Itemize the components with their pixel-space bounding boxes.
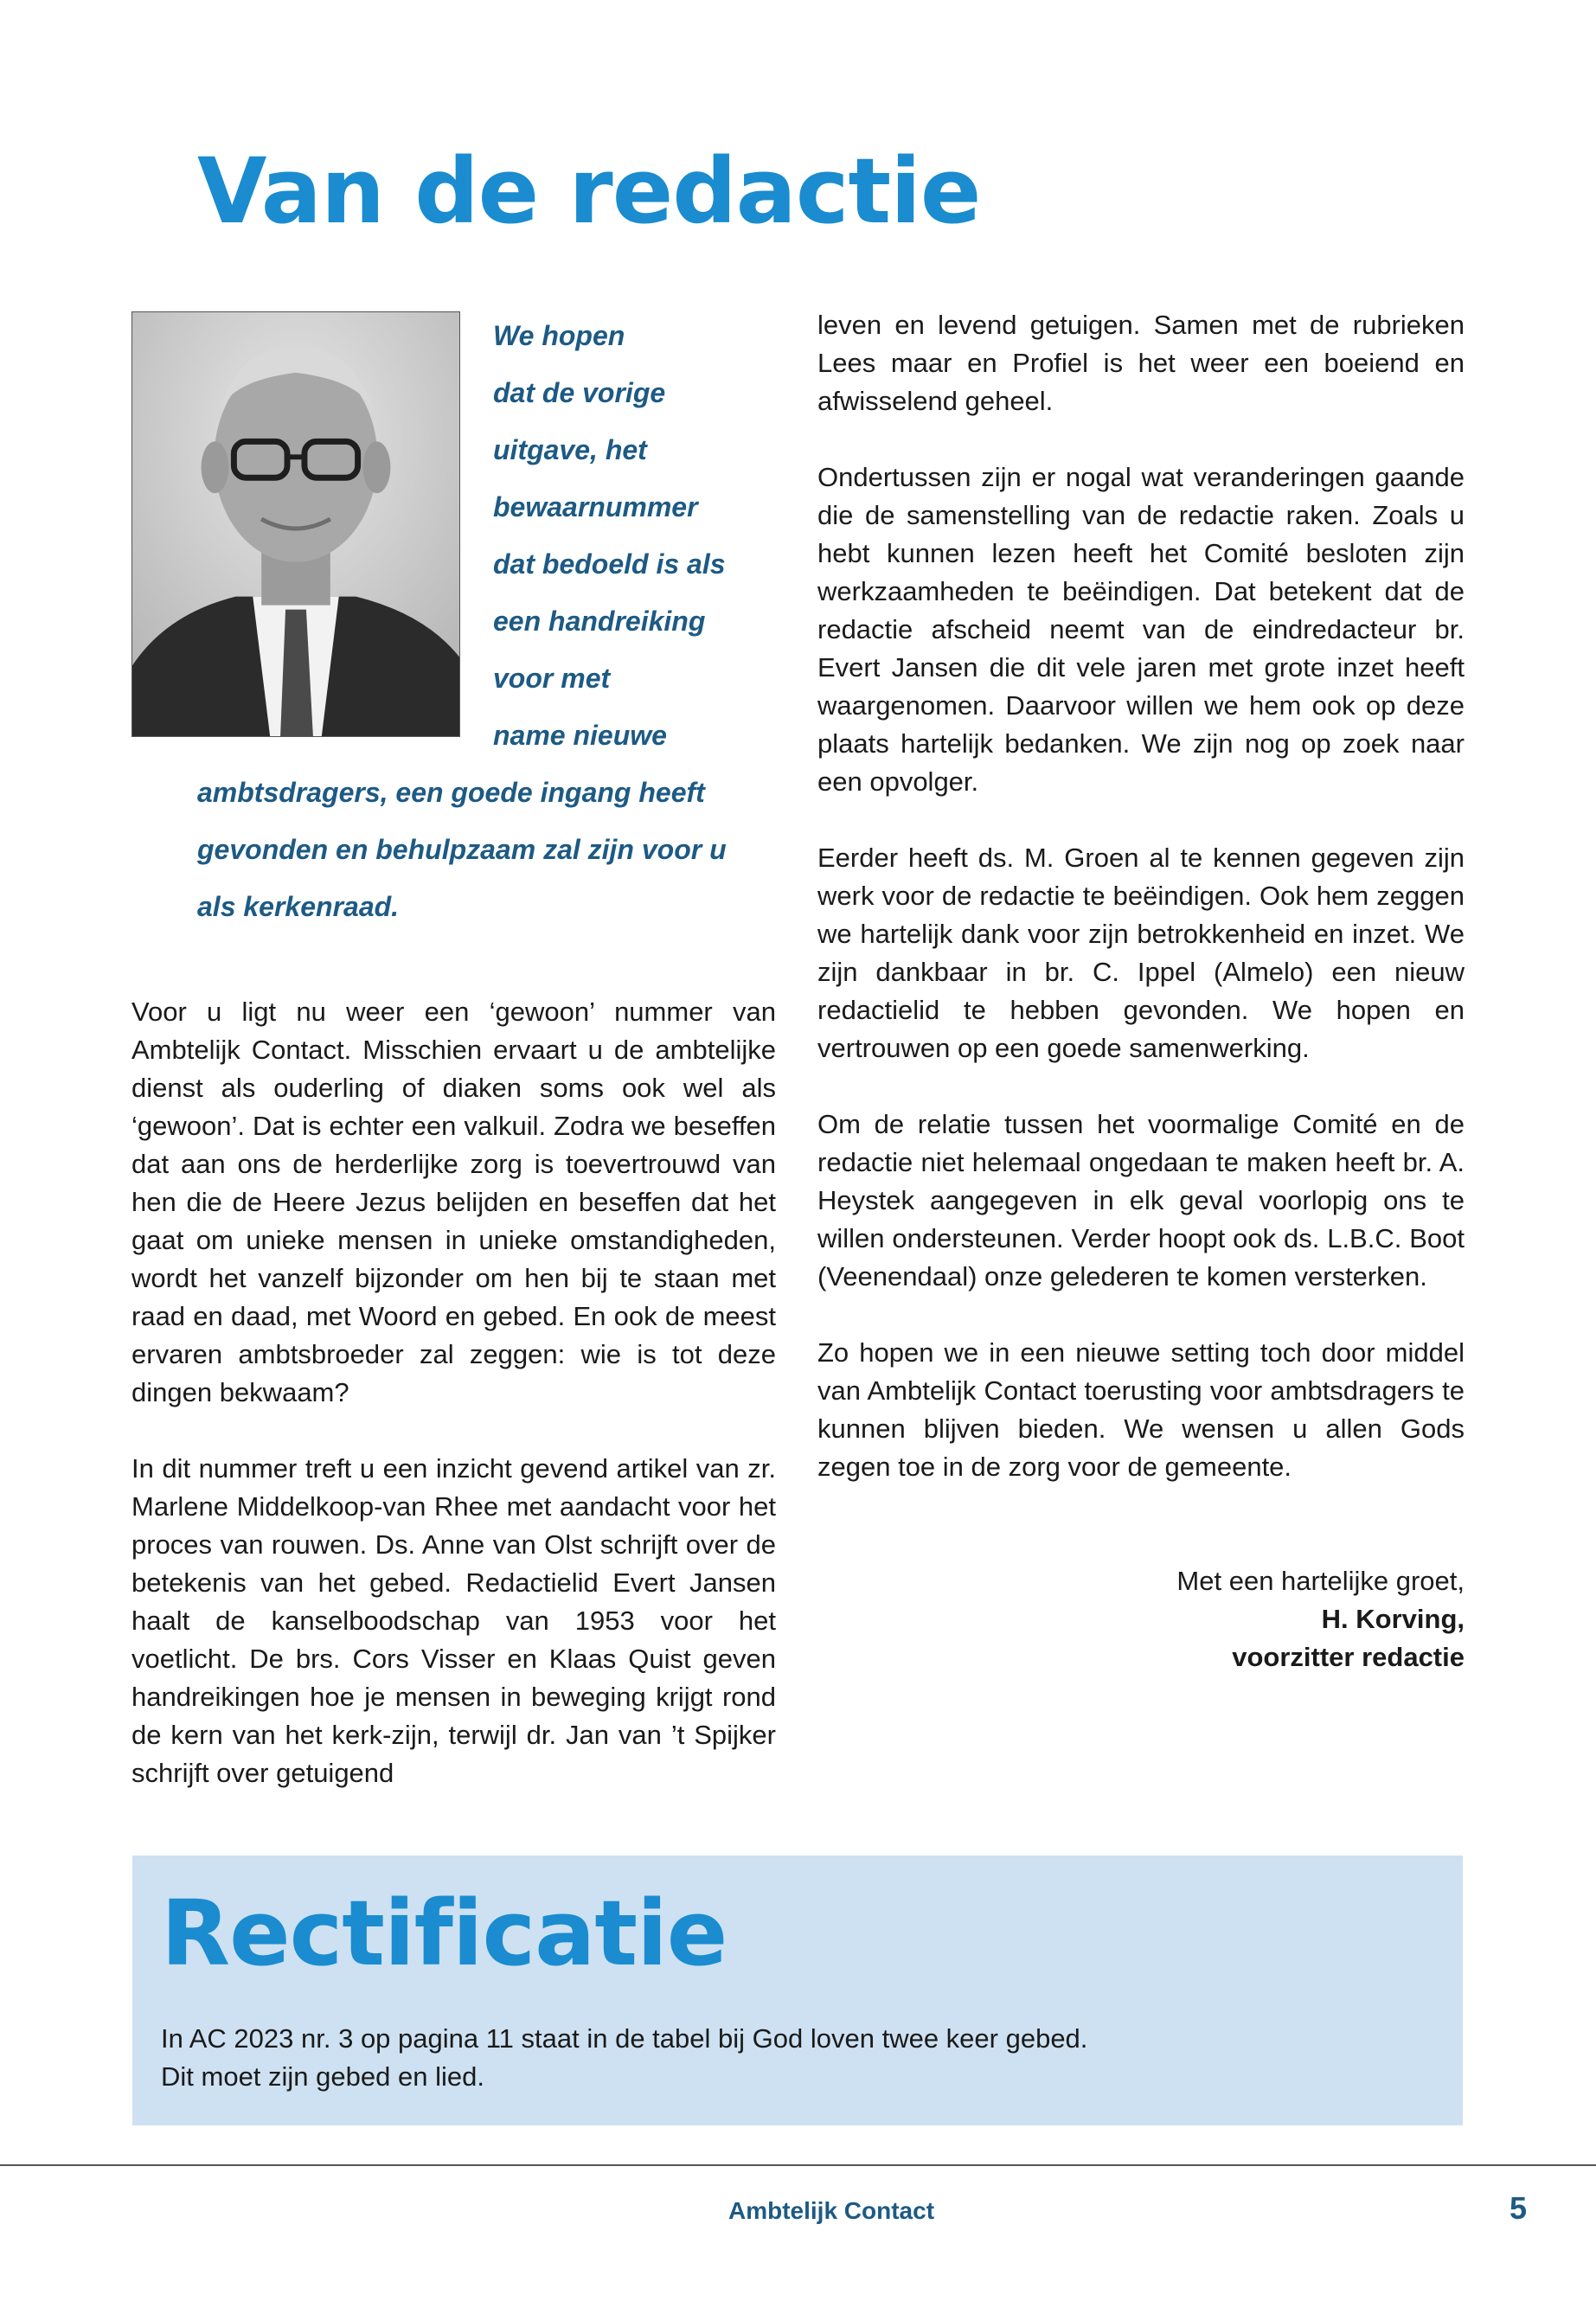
article-paragraph: In dit nummer treft u een inzicht gevend artikel van zr. Marlene Middelkoop-van Rhee met aandacht voor het proces van rouwen. Ds. Anne van Olst schrijft over de betekenis van het gebed. Redactielid Evert Jansen haalt de kanselboodschap van 1953 voor het voetlicht. De brs. Cors Visser en Klaas Quist geven handreikingen hoe je mensen in beweging krijgt rond de kern van het kerk-zijn, terwijl dr. Jan van ’t Spijker schrijft over getuigend xyxy=(131,1453,776,1788)
pull-quote-line: dat de vorige xyxy=(493,377,666,408)
rectificatie-title: Rectificatie xyxy=(161,1881,727,1986)
signature-greeting: Met een hartelijke groet, xyxy=(1176,1566,1465,1596)
article-paragraph: Om de relatie tussen het voormalige Comité en de redactie niet helemaal ongedaan te maken heeft br. A. Heystek aangegeven in elk geval voorlopig ons te willen ondersteunen. Verder hoopt ook ds. L.B.C. Boot (Veenendaal) onze gelederen te komen versterken. xyxy=(817,1109,1465,1292)
article-paragraph: leven en levend getuigen. Samen met de rubrieken Lees maar en Profiel is het weer een boeiend en afwisselend geheel. xyxy=(817,310,1465,416)
article-paragraph: Voor u ligt nu weer een ‘gewoon’ nummer van Ambtelijk Contact. Misschien ervaart u de ambtelijke dienst als ouderling of diaken soms ook wel als ‘gewoon’. Dat is echter een valkuil. Zodra we beseffen dat aan ons de herderlijke zorg is toevertrouwd van hen die de Heere Jezus belijden en beseffen dat het gaat om unieke mensen in unieke omstandigheden, wordt het vanzelf bijzonder om hen bij te staan met raad en daad, met Woord en gebed. En ook de meest ervaren ambtsbroeder zal zeggen: wie is tot deze dingen bekwaam? xyxy=(131,997,776,1407)
pull-quote xyxy=(197,307,768,935)
footer-divider xyxy=(0,2164,1596,2166)
pull-quote-line: gevonden en behulpzaam zal zijn voor u xyxy=(197,834,727,865)
rectificatie-line: Dit moet zijn gebed en lied. xyxy=(161,2061,484,2092)
signature-name: H. Korving, xyxy=(1321,1604,1465,1634)
signature-role: voorzitter redactie xyxy=(1232,1642,1465,1672)
page-number: 5 xyxy=(1509,2190,1527,2226)
pull-quote-line: als kerkenraad. xyxy=(197,891,400,922)
pull-quote-line: ambtsdragers, een goede ingang heeft xyxy=(197,777,705,808)
pull-quote-line: uitgave, het xyxy=(493,434,647,465)
page-title: Van de redactie xyxy=(197,138,981,244)
pull-quote-line: name nieuwe xyxy=(493,720,667,751)
signature xyxy=(817,1562,1465,1676)
footer-publication: Ambtelijk Contact xyxy=(727,2197,935,2224)
pull-quote-line: voor met xyxy=(493,663,611,694)
article-paragraph: Ondertussen zijn er nogal wat veranderingen gaande die de samenstelling van de redactie raken. Zoals u hebt kunnen lezen heeft het Comité besloten zijn werkzaamheden te beëindigen. Dat betekent dat de redactie afscheid neemt van de eindredacteur br. Evert Jansen die dit vele jaren met grote inzet heeft waargenomen. Daarvoor willen we hem ook op deze plaats hartelijk bedanken. We zijn nog op zoek naar een opvolger. xyxy=(817,462,1465,797)
article-column-left xyxy=(131,993,776,1830)
article-paragraph: Zo hopen we in een nieuwe setting toch door middel van Ambtelijk Contact toerusting voor ambtsdragers te kunnen blijven bieden. We wensen u allen Gods zegen toe in de zorg voor de gemeente. xyxy=(817,1337,1465,1482)
pull-quote-line: We hopen xyxy=(493,320,625,351)
article-column-right xyxy=(817,306,1465,1676)
pull-quote-line: dat bedoeld is als xyxy=(493,548,726,580)
rectificatie-body xyxy=(161,2020,1434,2096)
article-paragraph: Eerder heeft ds. M. Groen al te kennen gegeven zijn werk voor de redactie te beëindigen. Ook hem zeggen we hartelijk dank voor zijn betrokkenheid en inzet. We zijn dankbaar in br. C. Ippel (Almelo) een nieuw redactielid te hebben gevonden. We hopen en vertrouwen op een goede samenwerking. xyxy=(817,843,1465,1063)
pull-quote-line: een handreiking xyxy=(493,606,706,637)
rectificatie-box xyxy=(132,1856,1463,2125)
pull-quote-line: bewaarnummer xyxy=(493,491,698,522)
rectificatie-line: In AC 2023 nr. 3 op pagina 11 staat in de tabel bij God loven twee keer gebed. xyxy=(161,2023,1088,2054)
